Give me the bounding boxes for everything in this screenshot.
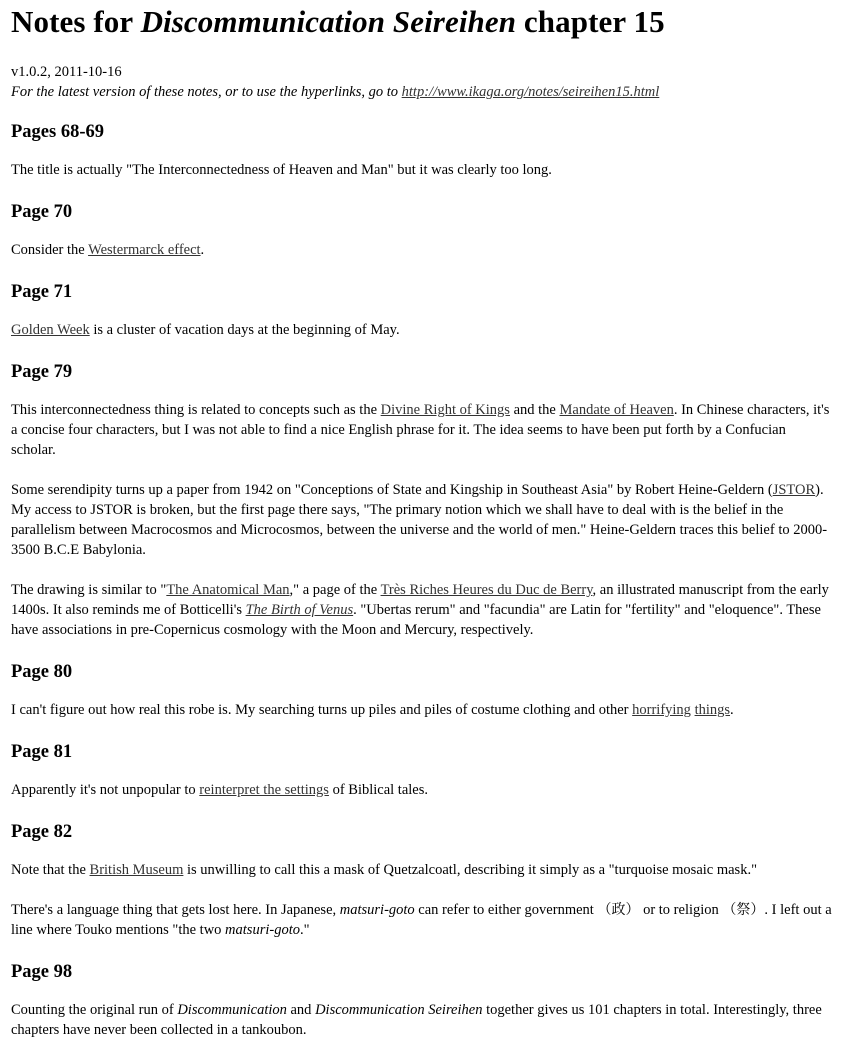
- title-suffix: chapter 15: [516, 4, 665, 39]
- text-run: The drawing is similar to ": [11, 582, 167, 598]
- link-tr-s-riches-heures-du-duc-de-berry[interactable]: Très Riches Heures du Duc de Berry: [380, 582, 593, 598]
- link-divine-right-of-kings[interactable]: Divine Right of Kings: [380, 402, 510, 418]
- text-run: Apparently it's not unpopular to: [11, 782, 200, 798]
- text-run: There's a language thing that gets lost here. In Japanese,: [11, 902, 340, 918]
- text-run: . "Ubertas rerum" and "facundia" are Latin for "fertility" and "eloquence". These have associations in pre-Copernicus cosmology with the Moon and Mercury, respectively.: [11, 602, 821, 638]
- notes-section-page-70: [11, 200, 833, 260]
- section-heading: Page 70: [11, 202, 73, 222]
- note-paragraph: [11, 480, 833, 560]
- link-golden-week[interactable]: Golden Week: [11, 322, 90, 338]
- link-westermarck-effect[interactable]: Westermarck effect: [88, 242, 201, 258]
- link-the-birth-of-venus[interactable]: The Birth of Venus: [245, 602, 354, 618]
- note-paragraph: [11, 400, 833, 460]
- section-heading: Page 71: [11, 282, 73, 302]
- notes-sections: [11, 120, 833, 1040]
- text-run: ). My access to JSTOR is broken, but the first page there says, "The primary notion which we shall have to deal with is the belief in the parallelism between Macrocosmos and Microcosmos, between the universe and the world of men." Heine-Geldern traces this belief to 2000-3500 B.C.E Babylonia.: [11, 482, 828, 558]
- text-run: together gives us 101 chapters in total. Interestingly, three chapters have never been collected in a tankoubon.: [11, 1002, 822, 1038]
- meta-block: [11, 62, 833, 102]
- text-run: of Biblical tales.: [328, 782, 428, 798]
- notes-section-pages-68-69: [11, 120, 833, 180]
- kanji-term: （政）: [597, 902, 640, 918]
- section-heading: Page 82: [11, 822, 73, 842]
- text-run: Some serendipity turns up a paper from 1942 on "Conceptions of State and Kingship in Southeast Asia" by Robert Heine-Geldern (: [11, 482, 773, 498]
- text-run: and: [286, 1002, 316, 1018]
- text-run: The title is actually "The Interconnectedness of Heaven and Man" but it was clearly too long.: [11, 162, 552, 178]
- note-paragraph: [11, 700, 833, 720]
- section-heading: Pages 68-69: [11, 122, 104, 142]
- text-run: is a cluster of vacation days at the beginning of May.: [89, 322, 400, 338]
- title-italic: Discommunication Seireihen: [140, 4, 517, 39]
- text-run: is unwilling to call this a mask of Quetzalcoatl, describing it simply as a "turquoise mosaic mask.": [183, 862, 757, 878]
- kanji-term: （祭）: [722, 902, 765, 918]
- page-title: [11, 2, 833, 42]
- text-run: . I left out a line where Touko mentions "the two: [11, 902, 832, 938]
- italic-term: Discommunication: [177, 1002, 287, 1018]
- italic-term: matsuri-goto: [339, 902, 415, 918]
- section-heading: Page 98: [11, 962, 73, 982]
- italic-term: matsuri-goto: [225, 922, 300, 938]
- notes-section-page-79: [11, 360, 833, 640]
- latest-version-text: For the latest version of these notes, or to use the hyperlinks, go to: [11, 84, 402, 100]
- note-paragraph: [11, 900, 833, 940]
- text-run: can refer to either government: [414, 902, 598, 918]
- link-british-museum[interactable]: British Museum: [89, 862, 184, 878]
- section-heading: Page 79: [11, 362, 73, 382]
- notes-section-page-82: [11, 820, 833, 940]
- note-paragraph: [11, 780, 833, 800]
- text-run: Consider the: [11, 242, 89, 258]
- text-run: , an illustrated manuscript from the early 1400s. It also reminds me of Botticelli's: [11, 582, 829, 618]
- text-run: or to religion: [639, 902, 723, 918]
- text-run: ," a page of the: [289, 582, 381, 598]
- notes-section-page-80: [11, 660, 833, 720]
- note-paragraph: [11, 160, 833, 180]
- text-run: .: [200, 242, 205, 258]
- link-jstor[interactable]: JSTOR: [772, 482, 816, 498]
- text-run: This interconnectedness thing is related to concepts such as the: [11, 402, 381, 418]
- version-line: v1.0.2, 2011-10-16: [11, 64, 122, 80]
- text-run: Note that the: [11, 862, 90, 878]
- text-run: . In Chinese characters, it's a concise four characters, but I was not able to find a nice English phrase for it. The idea seems to have been put forth by a Confucian scholar.: [11, 402, 830, 458]
- title-prefix: Notes for: [11, 4, 141, 39]
- note-paragraph: [11, 580, 833, 640]
- text-run: I can't figure out how real this robe is. My searching turns up piles and piles of costume clothing and other: [11, 702, 633, 718]
- section-heading: Page 80: [11, 662, 73, 682]
- link-things[interactable]: things: [694, 702, 731, 718]
- link-the-anatomical-man[interactable]: The Anatomical Man: [166, 582, 290, 598]
- latest-version-link[interactable]: http://www.ikaga.org/notes/seireihen15.html: [401, 84, 660, 100]
- notes-section-page-98: [11, 960, 833, 1040]
- note-paragraph: [11, 240, 833, 260]
- text-run: and the: [509, 402, 560, 418]
- notes-section-page-81: [11, 740, 833, 800]
- link-reinterpret-the-settings[interactable]: reinterpret the settings: [199, 782, 329, 798]
- text-run: Counting the original run of: [11, 1002, 178, 1018]
- note-paragraph: [11, 320, 833, 340]
- text-run: .": [299, 922, 310, 938]
- section-heading: Page 81: [11, 742, 73, 762]
- italic-term: Discommunication Seireihen: [315, 1002, 483, 1018]
- link-mandate-of-heaven[interactable]: Mandate of Heaven: [559, 402, 674, 418]
- link-horrifying[interactable]: horrifying: [632, 702, 691, 718]
- latest-version-line: [11, 82, 833, 102]
- note-paragraph: [11, 860, 833, 880]
- note-paragraph: [11, 1000, 833, 1040]
- text-run: .: [730, 702, 734, 718]
- notes-section-page-71: [11, 280, 833, 340]
